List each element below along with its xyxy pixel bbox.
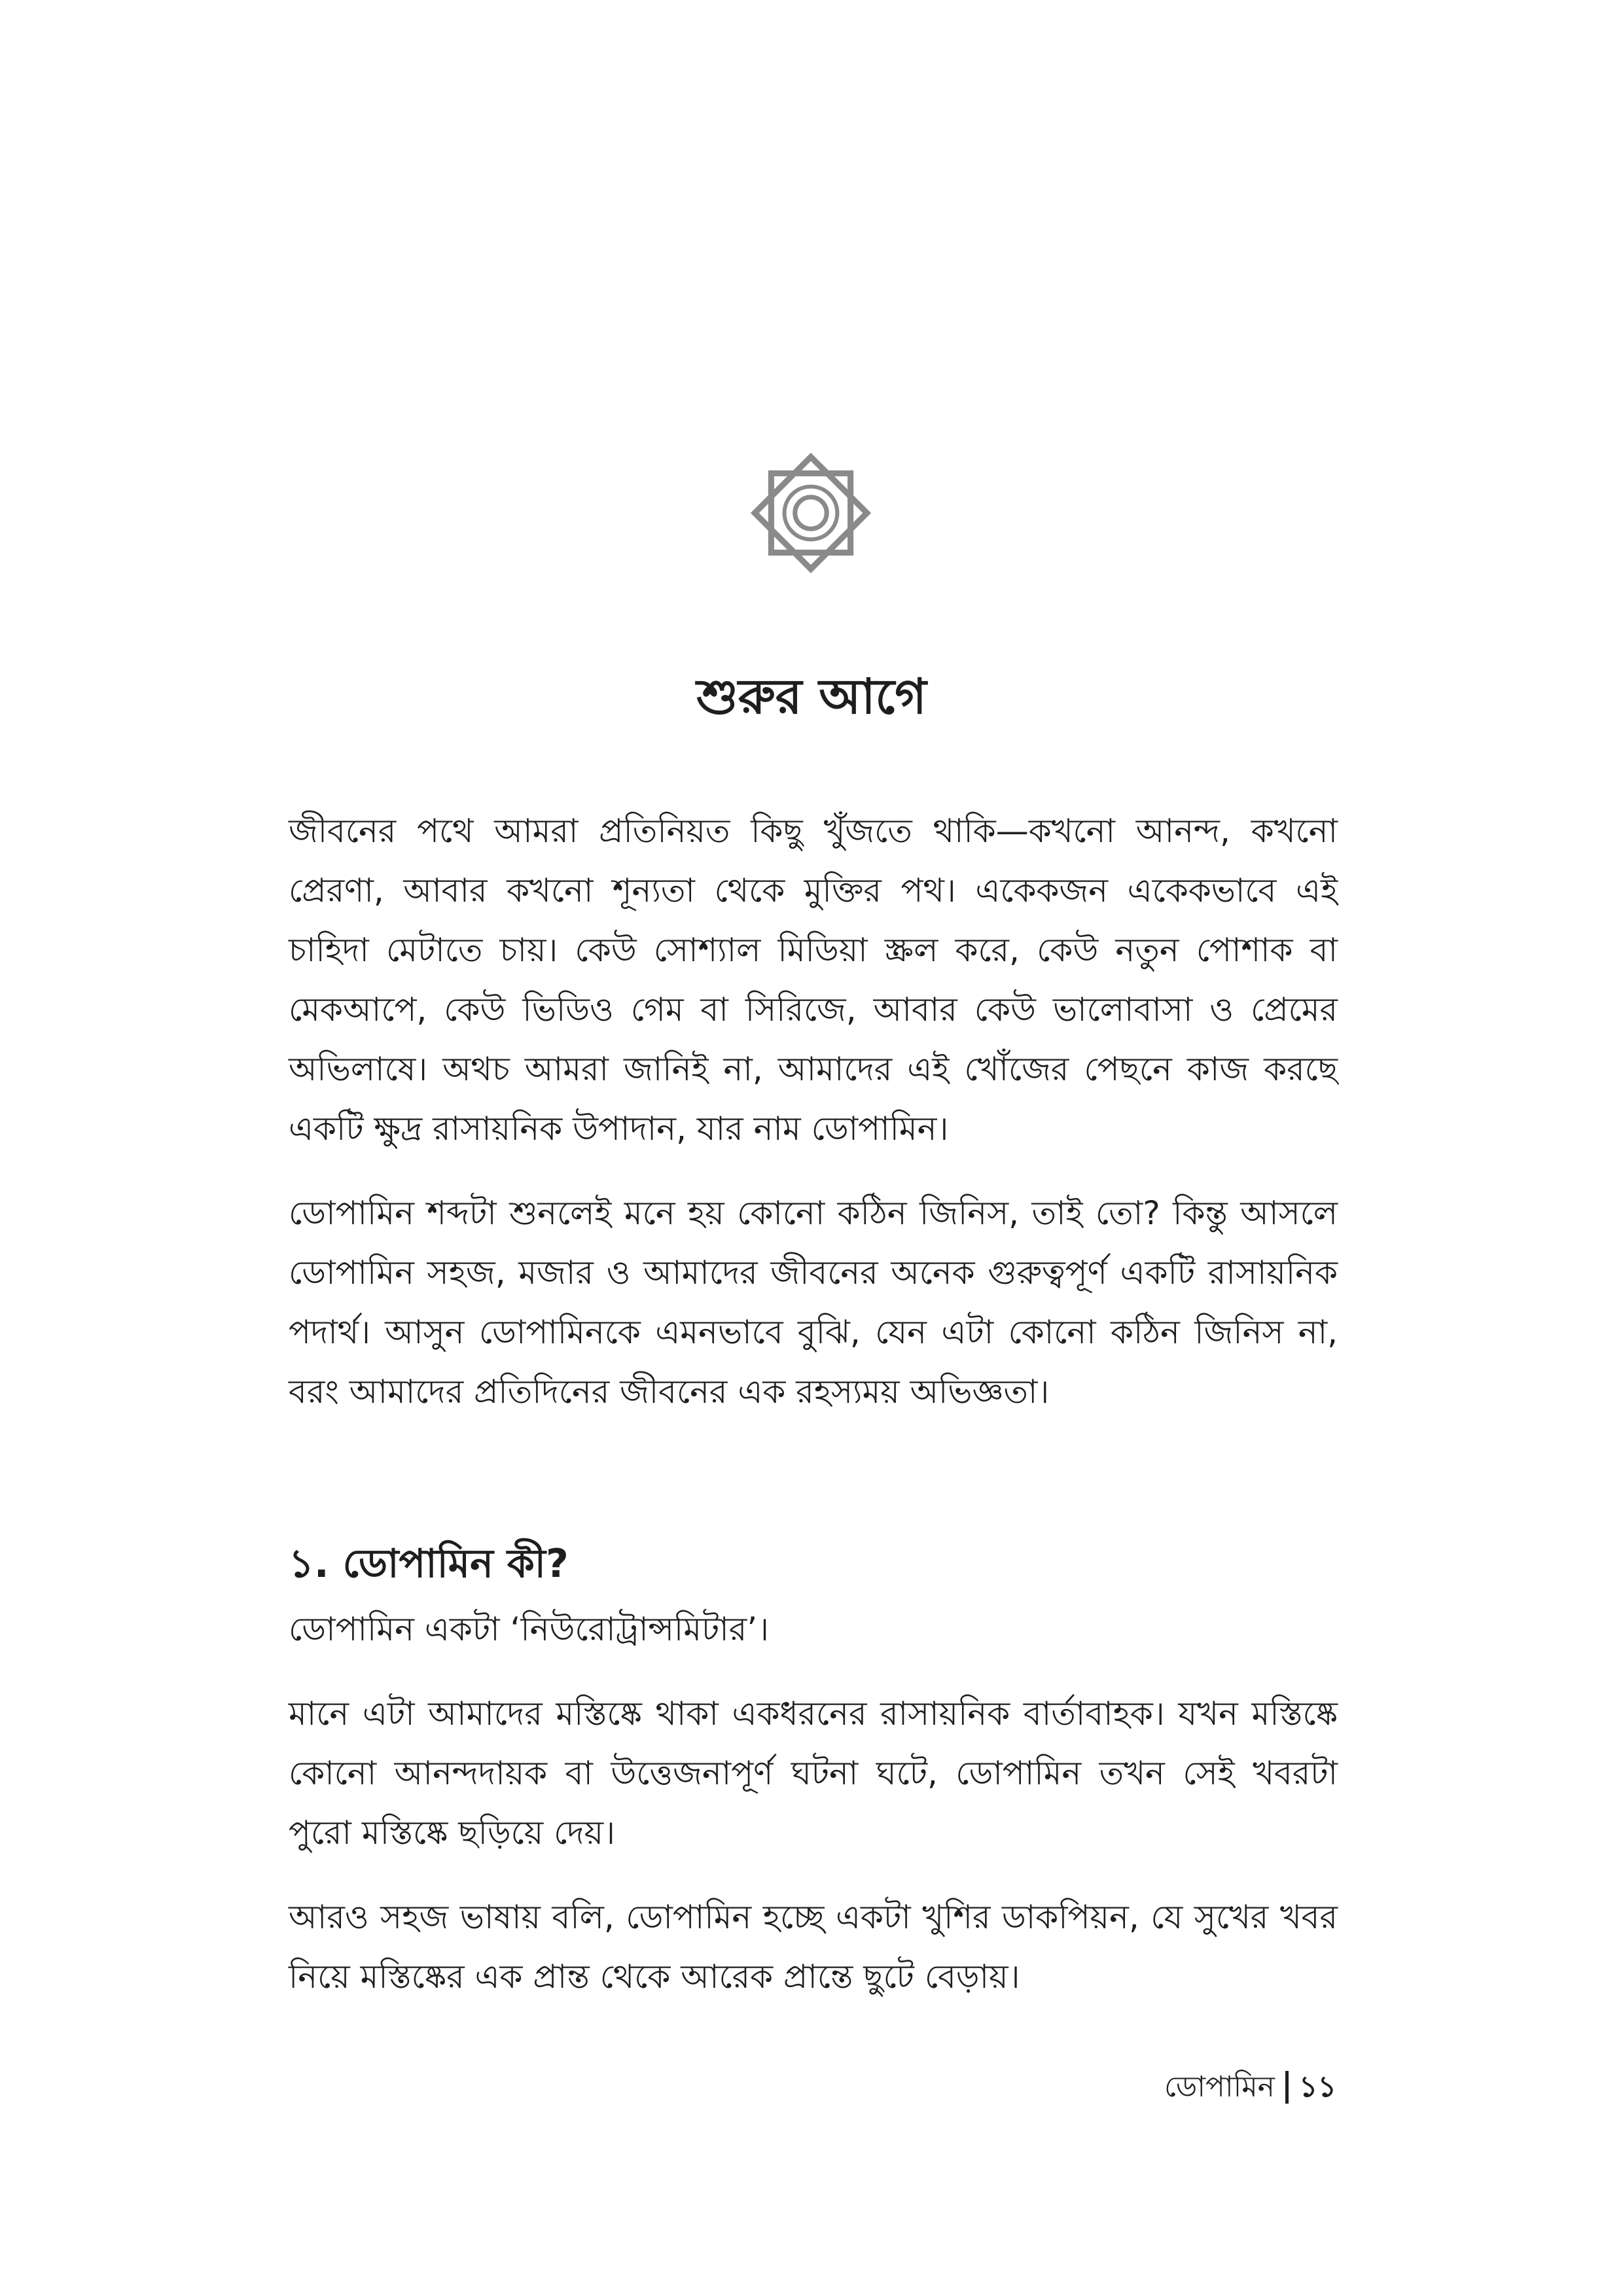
intro-paragraph-1: জীবনের পথে আমরা প্রতিনিয়ত কিছু খুঁজতে থাকি—কখনো আনন্দ, কখনো প্রেরণা, আবার কখনো শূন্যতা থেকে মুক্তির পথ। একেকজন একেকভাবে এই চাহিদা মেটাতে চায়। কেউ সোশ্যাল মিডিয়া স্ক্রল করে, কেউ নতুন পোশাক বা মেকআপে, কেউ ভিডিও গেম বা সিরিজে, আবার কেউ ভালোবাসা ও প্রেমের অভিলাষে। অথচ আমরা জানিই না, আমাদের এই খোঁজের পেছনে কাজ করছে একটি ক্ষুদ্র রাসায়নিক উপাদান, যার নাম ডোপামিন। — [289, 812, 1338, 1148]
section-paragraph-2: আরও সহজ ভাষায় বলি, ডোপামিন হচ্ছে একটা খুশির ডাকপিয়ন, যে সুখের খবর নিয়ে মস্তিষ্কের এক প্রান্ত থেকে আরেক প্রান্তে ছুটে বেড়ায়। — [289, 1898, 1338, 1996]
chapter-body — [289, 802, 1338, 2032]
section-heading: ১. ডোপামিন কী? — [289, 1541, 569, 1587]
page-number: ১১ — [1298, 2070, 1336, 2104]
intro-paragraph-2: ডোপামিন শব্দটা শুনলেই মনে হয় কোনো কঠিন জিনিস, তাই তো? কিন্তু আসলে ডোপামিন সহজ, মজার ও আমাদের জীবনের অনেক গুরুত্বপূর্ণ একটি রাসায়নিক পদার্থ। আসুন ডোপামিনকে এমনভাবে বুঝি, যেন এটা কোনো কঠিন জিনিস না, বরং আমাদের প্রতিদিনের জীবনের এক রহস্যময় অভিজ্ঞতা। — [289, 1194, 1338, 1411]
section-paragraph-1: মানে এটা আমাদের মস্তিষ্কে থাকা একধরনের রাসায়নিক বার্তাবাহক। যখন মস্তিষ্কে কোনো আনন্দদায়ক বা উত্তেজনাপূর্ণ ঘটনা ঘটে, ডোপামিন তখন সেই খবরটা পুরো মস্তিষ্কে ছড়িয়ে দেয়। — [289, 1695, 1338, 1852]
page-footer — [1164, 2068, 1336, 2107]
running-book-title: ডোপামিন — [1164, 2070, 1275, 2104]
footer-divider — [1285, 2071, 1289, 2104]
definition-line: ডোপামিন একটা ‘নিউরোট্রান্সমিটার’। — [289, 1610, 769, 1648]
chapter-title: শুরুর আগে — [696, 669, 927, 725]
octagram-star-ornament-icon — [745, 447, 877, 579]
